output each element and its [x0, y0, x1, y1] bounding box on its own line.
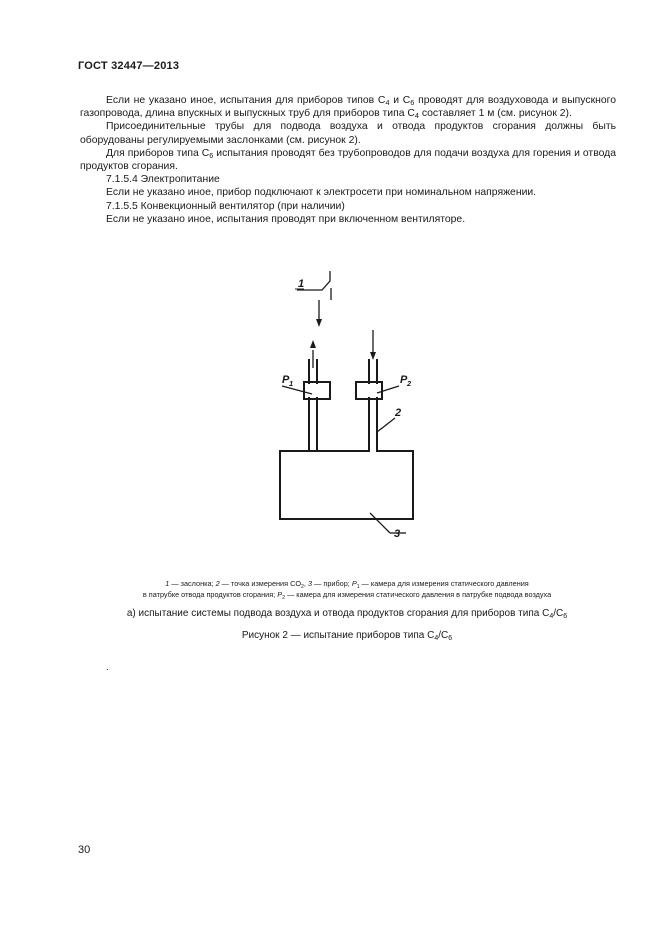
paragraph-power: Если не указано иное, прибор подключают к электросети при номинальном напряжении. — [106, 187, 537, 199]
figure-legend — [84, 578, 610, 600]
chamber-p2 — [356, 382, 382, 399]
paragraph-fan: Если не указано иное, испытания проводят при включенном вентиляторе. — [106, 213, 466, 225]
subfigure-caption: а) испытание системы подвода воздуха и отвода продуктов сгорания для приборов типа $C_4/C_6$ — [126, 608, 568, 620]
section-heading-power: 7.1.5.4 Электропитание — [106, 174, 220, 186]
paragraph-c6-no-pipes: Для приборов типа $C_6$ испытания проводят без трубопроводов для подачи воздуха для горения и отвода продуктов сгорания. — [80, 147, 616, 173]
leader-3 — [370, 513, 390, 533]
section-heading-fan: 7.1.5.5 Конвекционный вентилятор (при наличии) — [106, 200, 345, 212]
svg-text:1: 1 — [289, 379, 294, 388]
figure-caption: Рисунок 2 — испытание приборов типа $C_4/C_6$ — [241, 630, 453, 642]
legend-line-2: в патрубке отвода продуктов сгорания; $P_2$ — камера для измерения статического давления в патрубке подвода воздуха — [142, 590, 552, 601]
leader-2 — [377, 418, 395, 432]
legend-line-1: 1 — заслонка; 2 — точка измерения $CO_2$, 3 — прибор; $P_1$ — камера для измерения статического давления — [165, 579, 529, 590]
label-p2: P — [400, 374, 408, 386]
outflow-arrow-head — [310, 340, 316, 348]
label-damper-1: 1 — [298, 278, 305, 290]
chamber-p1 — [304, 382, 330, 399]
stray-mark: . — [106, 662, 109, 673]
leader-p2 — [377, 386, 399, 393]
label-appliance-3: 3 — [394, 528, 401, 540]
svg-text:2: 2 — [407, 379, 412, 388]
intake-arrow-head — [370, 352, 376, 360]
page-number: 30 — [78, 844, 91, 856]
appliance-outline — [280, 451, 413, 519]
paragraph-dampers: Присоединительные трубы для подвода воздуха и отвода продуктов сгорания должны быть оборудованы регулируемыми заслонками (см. рисунок 2). — [80, 121, 616, 146]
document-header: ГОСТ 32447—2013 — [78, 60, 180, 72]
paragraph-c4-c6-tests: Если не указано иное, испытания для приборов типов $C_4$ и $C_6$ проводят для воздуховода и выпускного газопровода, длина впускных и выпускных труб для приборов типа $C_4$ составляет 1 м (см. рисунок 2). — [80, 95, 616, 121]
label-point-2: 2 — [395, 407, 402, 419]
exhaust-arrow-head — [316, 319, 322, 327]
leader-p1 — [282, 386, 312, 394]
label-p1: P — [282, 374, 290, 386]
